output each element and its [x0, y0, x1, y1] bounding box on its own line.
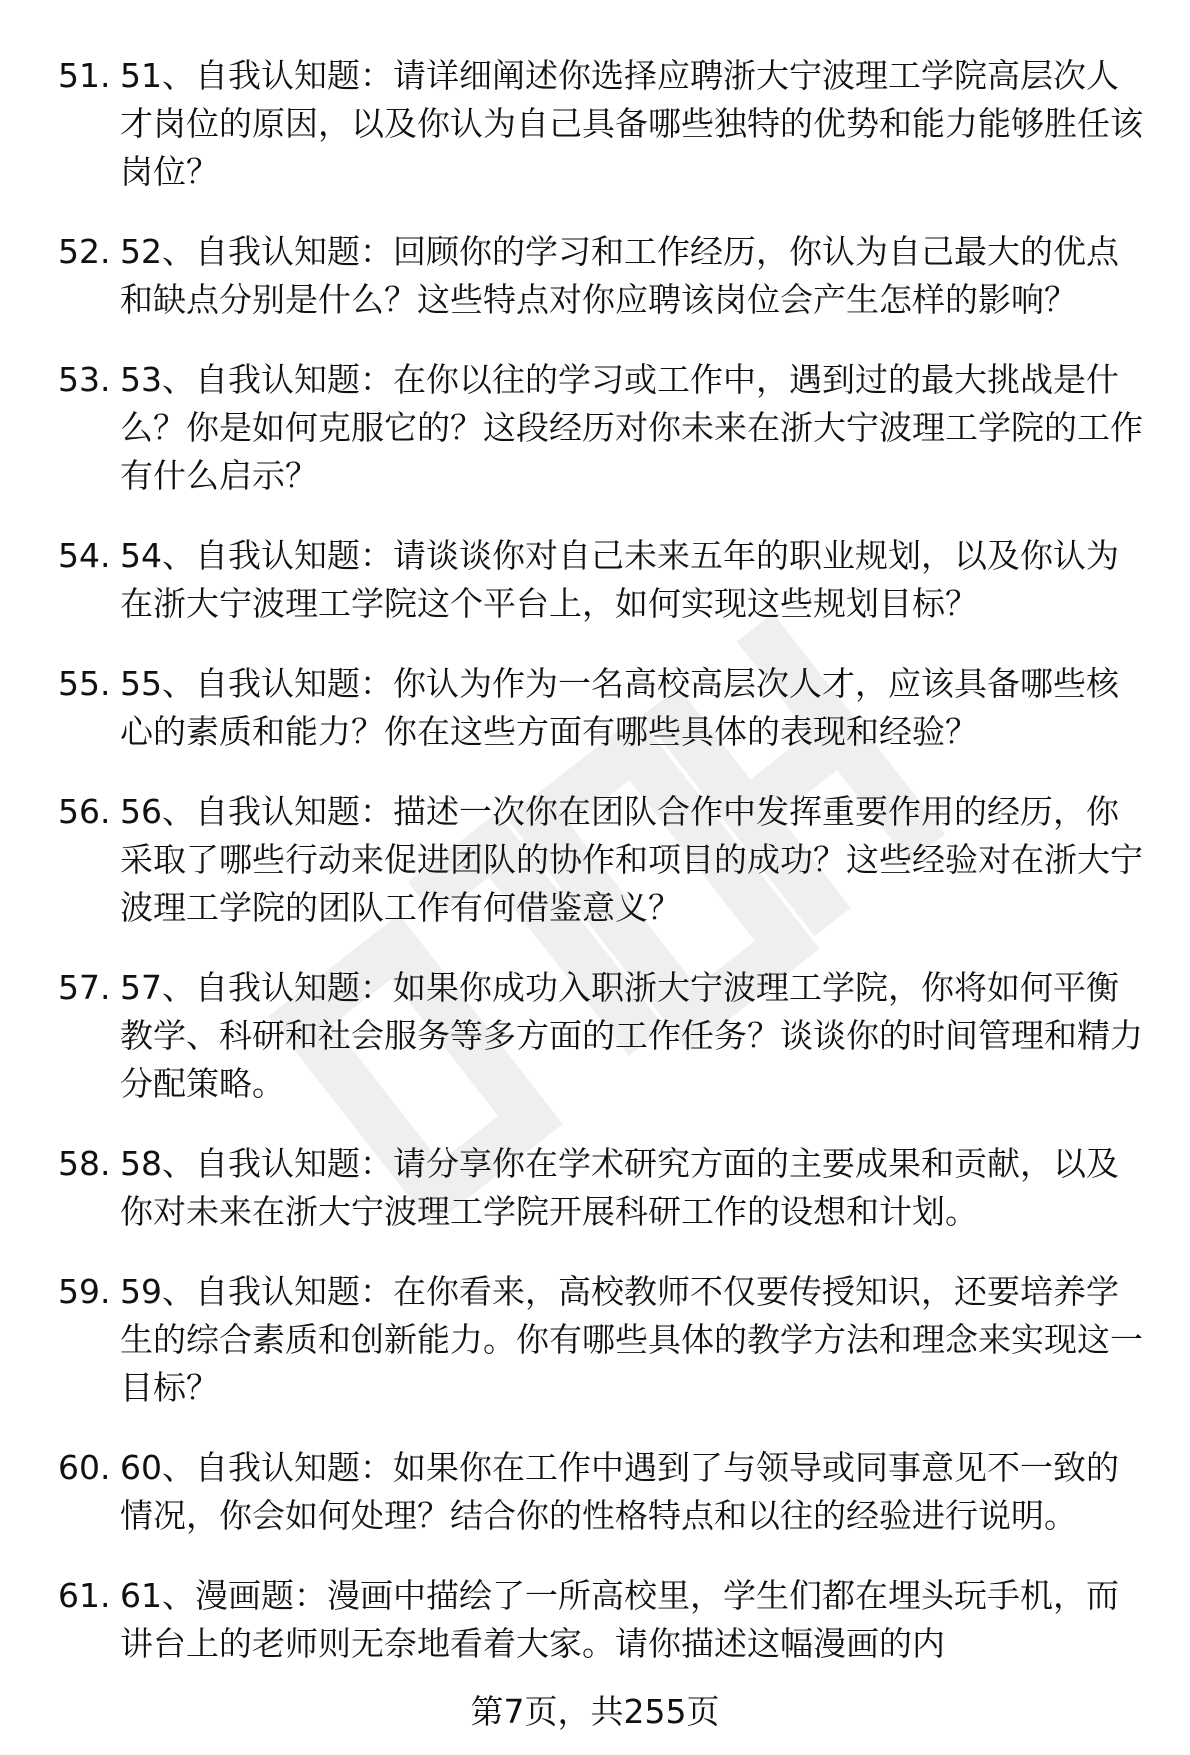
- question-text: 60、自我认知题：如果你在工作中遇到了与领导或同事意见不一致的情况，你会如何处理？结合你的性格特点和以往的经验进行说明。: [120, 1448, 1119, 1535]
- question-number: 53.: [58, 360, 111, 399]
- list-item: [0, 1572, 1190, 1668]
- question-text: 55、自我认知题：你认为作为一名高校高层次人才，应该具备哪些核心的素质和能力？你在这些方面有哪些具体的表现和经验？: [120, 664, 1119, 751]
- question-text: 52、自我认知题：回顾你的学习和工作经历，你认为自己最大的优点和缺点分别是什么？这些特点对你应聘该岗位会产生怎样的影响？: [120, 232, 1119, 319]
- question-number: 51.: [58, 56, 111, 95]
- question-number: 57.: [58, 968, 111, 1007]
- list-item: [0, 1268, 1190, 1412]
- question-text: 51、自我认知题：请详细阐述你选择应聘浙大宁波理工学院高层次人才岗位的原因，以及你认为自己具备哪些独特的优势和能力能够胜任该岗位？: [120, 56, 1143, 191]
- list-item: [0, 1140, 1190, 1236]
- question-list: [0, 52, 1190, 1700]
- question-number: 54.: [58, 536, 111, 575]
- question-number: 60.: [58, 1448, 111, 1487]
- list-item: [0, 532, 1190, 628]
- question-text: 56、自我认知题：描述一次你在团队合作中发挥重要作用的经历，你采取了哪些行动来促进团队的协作和项目的成功？这些经验对在浙大宁波理工学院的团队工作有何借鉴意义？: [120, 792, 1143, 927]
- question-text: 57、自我认知题：如果你成功入职浙大宁波理工学院，你将如何平衡教学、科研和社会服务等多方面的工作任务？谈谈你的时间管理和精力分配策略。: [120, 968, 1143, 1103]
- list-item: [0, 1444, 1190, 1540]
- question-number: 55.: [58, 664, 111, 703]
- question-text: 54、自我认知题：请谈谈你对自己未来五年的职业规划，以及你认为在浙大宁波理工学院这个平台上，如何实现这些规划目标？: [120, 536, 1119, 623]
- list-item: [0, 52, 1190, 196]
- question-text: 58、自我认知题：请分享你在学术研究方面的主要成果和贡献，以及你对未来在浙大宁波理工学院开展科研工作的设想和计划。: [120, 1144, 1119, 1231]
- list-item: [0, 964, 1190, 1108]
- question-number: 52.: [58, 232, 111, 271]
- question-text: 61、漫画题：漫画中描绘了一所高校里，学生们都在埋头玩手机，而讲台上的老师则无奈地看着大家。请你描述这幅漫画的内: [120, 1576, 1119, 1663]
- list-item: [0, 788, 1190, 932]
- list-item: [0, 356, 1190, 500]
- list-item: [0, 228, 1190, 324]
- question-number: 61.: [58, 1576, 111, 1615]
- question-number: 58.: [58, 1144, 111, 1183]
- question-number: 56.: [58, 792, 111, 831]
- question-text: 59、自我认知题：在你看来，高校教师不仅要传授知识，还要培养学生的综合素质和创新能力。你有哪些具体的教学方法和理念来实现这一目标？: [120, 1272, 1143, 1407]
- list-item: [0, 660, 1190, 756]
- page-number: 第7页，共255页: [470, 1692, 720, 1731]
- question-number: 59.: [58, 1272, 111, 1311]
- question-text: 53、自我认知题：在你以往的学习或工作中，遇到过的最大挑战是什么？你是如何克服它的？这段经历对你未来在浙大宁波理工学院的工作有什么启示？: [120, 360, 1143, 495]
